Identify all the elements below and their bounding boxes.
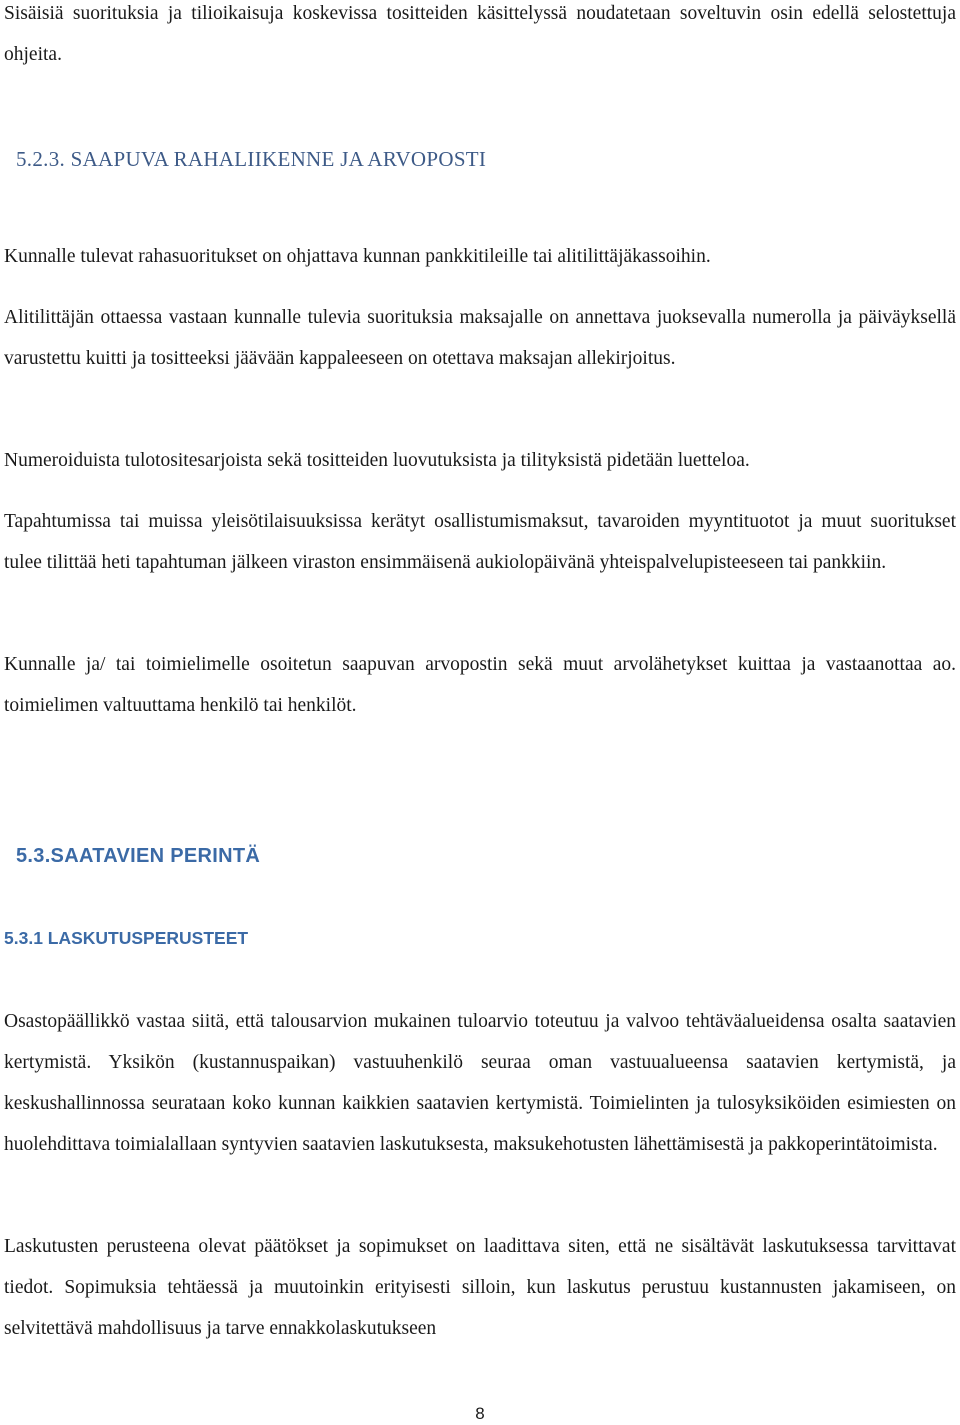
paragraph-event-payments: Tapahtumissa tai muissa yleisötilaisuuksissa kerätyt osallistumismaksut, tavaroiden myyntituotot ja muut suoritukset tulee tilittää heti tapahtuman jälkeen viraston ensimmäisenä aukiolopäivänä yhteispalvelupisteeseen tai pankkiin.: [4, 511, 956, 573]
page-number: 8: [475, 1404, 485, 1423]
paragraph-receivables-responsibility: Osastopäällikkö vastaa siitä, että talousarvion mukainen tuloarvio toteutuu ja valvoo tehtäväalueidensa osalta saatavien kertymistä. Yksikön (kustannuspaikan) vastuuhenkilö seuraa oman vastuualueensa saatavien kertymistä, ja keskushallinnossa seurataan koko kunnan kaikkien saatavien kertymistä. Toimielinten ja tulosyksiköiden esimiesten on huolehdittava toimialallaan syntyvien saatavien laskutuksesta, maksukehotusten lähettämisestä ja pakkoperintätoimista.: [4, 1011, 956, 1155]
paragraph-valuable-mail: Kunnalle ja/ tai toimielimelle osoitetun saapuvan arvopostin sekä muut arvolähetykset kuittaa ja vastaanottaa ao. toimielimen valtuuttama henkilö tai henkilöt.: [4, 654, 956, 716]
section-heading-5-2-3: 5.2.3. SAAPUVA RAHALIIKENNE JA ARVOPOSTI: [16, 147, 487, 171]
paragraph-invoicing-basis: Laskutusten perusteena olevat päätökset ja sopimukset on laadittava siten, että ne sisältävät laskutuksessa tarvittavat tiedot. Sopimuksia tehtäessä ja muutoinkin erityisesti silloin, kun laskutus perustuu kustannusten jakamiseen, on selvitettävä mahdollisuus ja tarve ennakkolaskutukseen: [4, 1236, 956, 1339]
paragraph-sub-cashier-receipt: Alitilittäjän ottaessa vastaan kunnalle tulevia suorituksia maksajalle on annettava juoksevalla numerolla ja päiväyksellä varustettu kuitti ja tositteeksi jäävään kappaleeseen on otettava maksajan allekirjoitus.: [4, 307, 956, 369]
paragraph-receipt-series-list: Numeroiduista tulotositesarjoista sekä tositteiden luovutuksista ja tilityksistä pidetään luetteloa.: [4, 450, 750, 471]
intro-paragraph: Sisäisiä suorituksia ja tilioikaisuja koskevissa tositteiden käsittelyssä noudatetaan soveltuvin osin edellä selostettuja ohjeita.: [4, 3, 956, 65]
section-heading-5-3: 5.3.SAATAVIEN PERINTÄ: [16, 845, 261, 867]
section-heading-5-3-1: 5.3.1 LASKUTUSPERUSTEET: [4, 928, 249, 948]
paragraph-payments-routing: Kunnalle tulevat rahasuoritukset on ohjattava kunnan pankkitileille tai alitilittäjäkassoihin.: [4, 246, 711, 267]
